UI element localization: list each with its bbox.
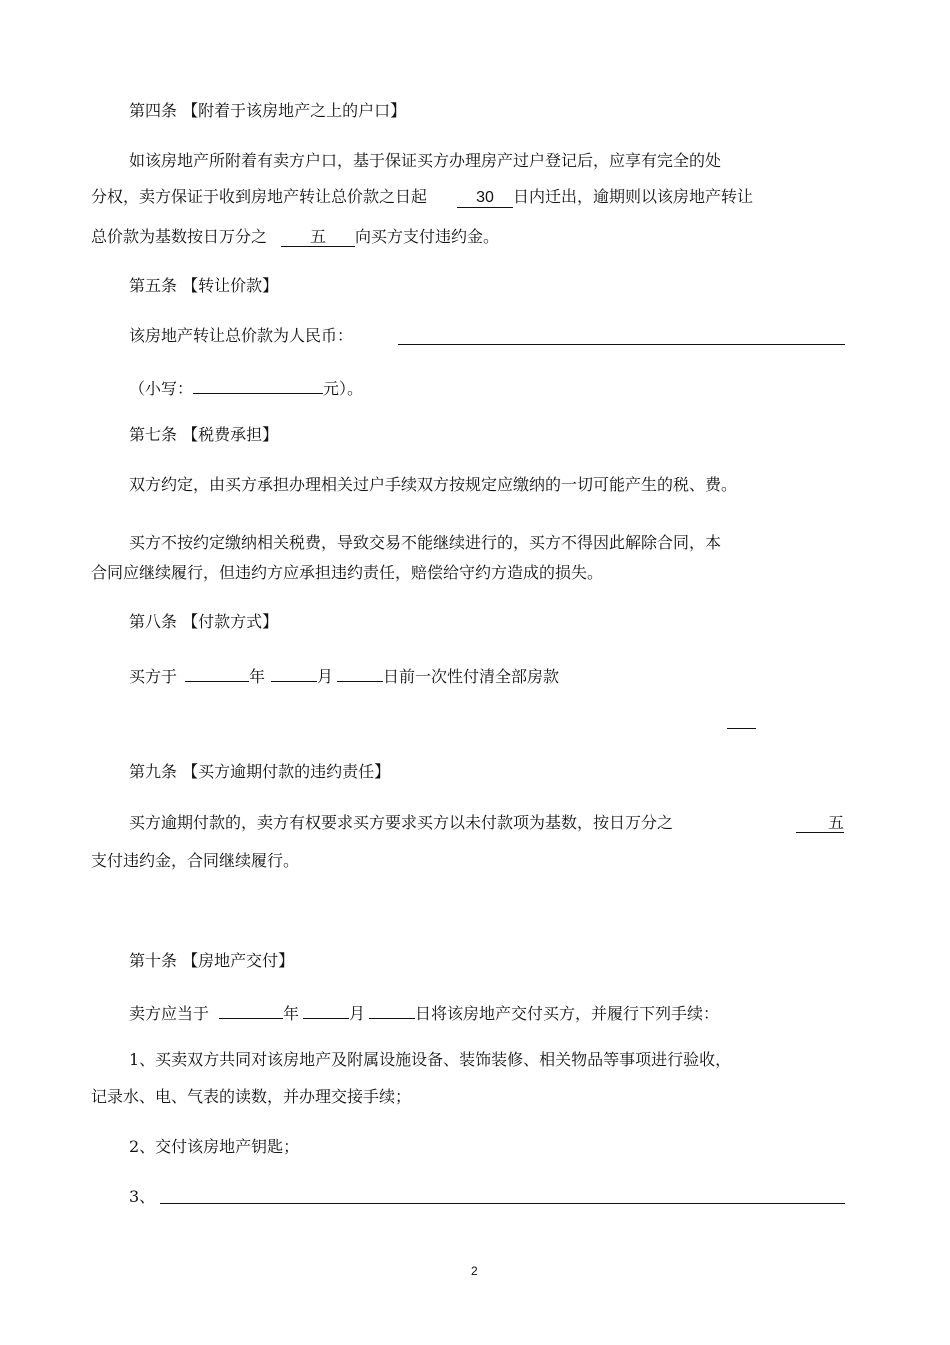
article-4-heading: 第四条 【附着于该房地产之上的户口】 bbox=[129, 101, 407, 120]
delivery-item-1-line-1: 1、买卖双方共同对该房地产及附属设施设备、装饰装修、相关物品等事项进行验收， bbox=[129, 1050, 732, 1069]
delivery-month-field[interactable] bbox=[303, 1000, 349, 1019]
article-9-text-a: 买方逾期付款的，卖方有权要求买方要求买方以未付款项为基数，按日万分之 bbox=[129, 813, 674, 832]
article-4-text-a: 分权，卖方保证于收到房地产转让总价款之日起 bbox=[91, 187, 428, 206]
move-out-days-field[interactable]: 30 bbox=[457, 189, 513, 208]
page-number: 2 bbox=[471, 1264, 478, 1278]
article-4-paragraph-line-2 bbox=[91, 187, 753, 208]
price-lowercase-field[interactable] bbox=[193, 375, 323, 394]
penalty-rate-field[interactable]: 五 bbox=[281, 228, 355, 247]
late-payment-rate-field[interactable]: 五 bbox=[796, 814, 844, 833]
price-rmb-field[interactable] bbox=[398, 344, 845, 345]
delivery-text-a: 卖方应当于 bbox=[129, 1004, 210, 1023]
payment-text-b: 日前一次性付清全部房款 bbox=[383, 667, 560, 686]
price-lowercase-label: （小写： bbox=[129, 379, 194, 398]
delivery-deadline-line bbox=[129, 1000, 719, 1024]
delivery-text-b: 日将该房地产交付买方，并履行下列手续： bbox=[415, 1004, 720, 1023]
payment-year-label: 年 bbox=[249, 667, 266, 686]
article-9-paragraph-line-1 bbox=[129, 813, 673, 833]
article-4-paragraph-line-1: 如该房地产所附着有卖方户口，基于保证买方办理房产过户登记后，应享有完全的处 bbox=[129, 151, 722, 170]
article-9-heading: 第九条 【买方逾期付款的违约责任】 bbox=[129, 762, 391, 781]
payment-day-field[interactable] bbox=[337, 663, 383, 682]
article-4-text-d: 向买方支付违约金。 bbox=[355, 227, 500, 246]
delivery-year-field[interactable] bbox=[219, 1000, 283, 1019]
article-4-text-b: 日内迁出，逾期则以该房地产转让 bbox=[513, 187, 754, 206]
stray-underline bbox=[727, 728, 756, 729]
delivery-item-3-label: 3、 bbox=[129, 1187, 156, 1206]
price-lowercase-line bbox=[129, 375, 363, 399]
delivery-month-label: 月 bbox=[349, 1004, 366, 1023]
article-7-paragraph-2-line-1: 买方不按约定缴纳相关税费，导致交易不能继续进行的，买方不得因此解除合同，本 bbox=[129, 533, 722, 552]
delivery-item-3-field[interactable] bbox=[160, 1203, 845, 1204]
article-9-paragraph-line-2: 支付违约金，合同继续履行。 bbox=[91, 851, 300, 870]
article-10-heading: 第十条 【房地产交付】 bbox=[129, 951, 295, 970]
article-4-text-c: 总价款为基数按日万分之 bbox=[91, 227, 268, 246]
article-5-heading: 第五条 【转让价款】 bbox=[129, 276, 279, 295]
article-7-paragraph-1: 双方约定，由买方承担办理相关过户手续双方按规定应缴纳的一切可能产生的税、费。 bbox=[129, 475, 738, 494]
article-7-heading: 第七条 【税费承担】 bbox=[129, 425, 279, 444]
delivery-item-1-line-2: 记录水、电、气表的读数，并办理交接手续； bbox=[91, 1087, 412, 1106]
payment-text-a: 买方于 bbox=[129, 667, 178, 686]
payment-year-field[interactable] bbox=[185, 663, 249, 682]
price-lowercase-suffix: 元）。 bbox=[323, 379, 364, 398]
delivery-item-2: 2、交付该房地产钥匙； bbox=[129, 1137, 300, 1156]
payment-deadline-line bbox=[129, 663, 559, 687]
article-9-rate-wrapper bbox=[796, 813, 844, 833]
payment-month-label: 月 bbox=[317, 667, 334, 686]
payment-month-field[interactable] bbox=[271, 663, 317, 682]
delivery-year-label: 年 bbox=[283, 1004, 300, 1023]
article-7-paragraph-2-line-2: 合同应继续履行，但违约方应承担违约责任，赔偿给守约方造成的损失。 bbox=[91, 563, 604, 582]
price-label: 该房地产转让总价款为人民币： bbox=[129, 326, 354, 345]
article-8-heading: 第八条 【付款方式】 bbox=[129, 612, 279, 631]
delivery-day-field[interactable] bbox=[369, 1000, 415, 1019]
article-4-paragraph-line-3 bbox=[91, 227, 499, 247]
